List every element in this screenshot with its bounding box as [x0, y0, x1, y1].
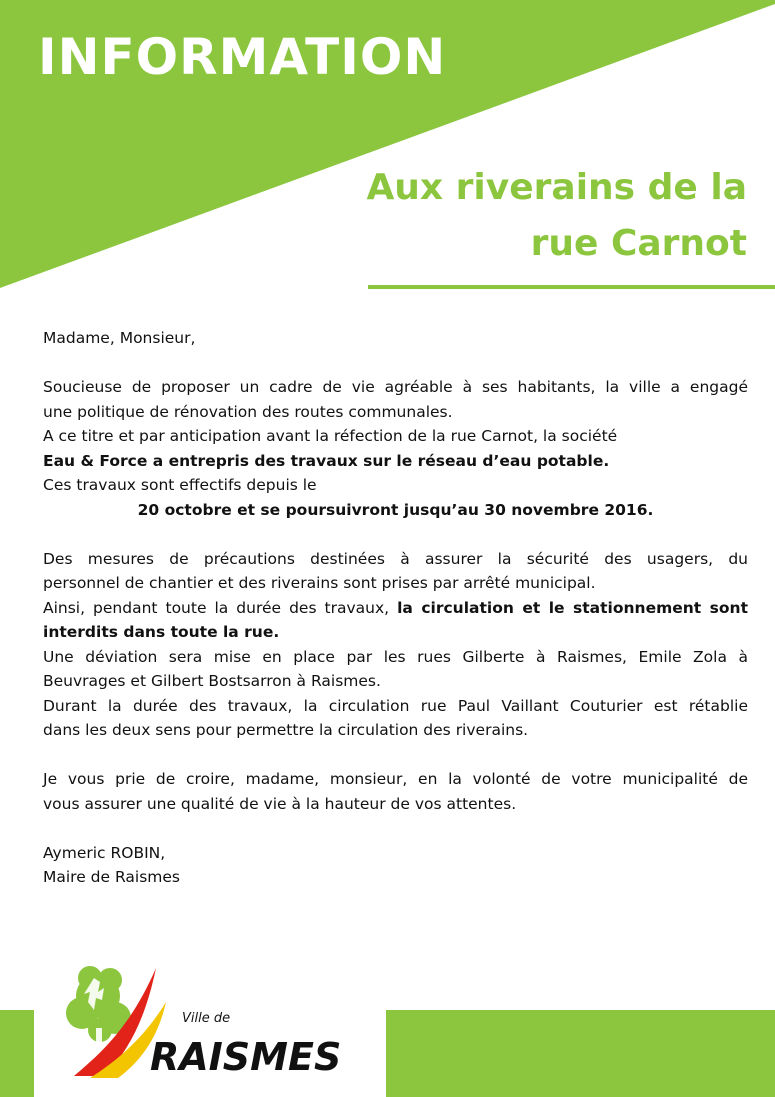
subtitle-line-1: Aux riverains de la	[366, 167, 747, 208]
logo-wordmark: RAISMES	[150, 1035, 342, 1079]
paragraph-2-line-5: Une déviation sera mise en place par les rues Gilberte à Raismes, Emile Zola à	[43, 647, 748, 666]
logo-ville-de: Ville de	[182, 1011, 231, 1026]
page-subtitle	[366, 160, 747, 272]
paragraph-1-line-3: A ce titre et par anticipation avant la réfection de la rue Carnot, la société	[43, 427, 618, 445]
letter-body	[43, 326, 748, 890]
paragraph-1-line-2: une politique de rénovation des routes communales.	[43, 402, 453, 421]
paragraph-3-line-1: Je vous prie de croire, madame, monsieur, en la volonté de votre municipalité de	[43, 770, 748, 788]
paragraph-1-line-6	[43, 498, 748, 523]
signature-name: Aymeric ROBIN,	[43, 843, 166, 862]
traffic-restriction: la circulation et le stationnement sont	[397, 598, 748, 617]
paragraph-2-line-7: Durant la durée des travaux, la circulation rue Paul Vaillant Couturier est rétablie	[43, 696, 748, 715]
page-heading: INFORMATION	[38, 28, 447, 86]
subtitle-divider	[368, 285, 775, 289]
traffic-restriction-end: interdits dans toute la rue.	[43, 623, 280, 641]
paragraph-3-line-2: vous assurer une qualité de vie à la hauteur de vos attentes.	[43, 794, 517, 813]
raismes-logo	[60, 958, 350, 1088]
salutation: Madame, Monsieur,	[43, 329, 196, 347]
paragraph-2-line-2: personnel de chantier et des riverains sont prises par arrêté municipal.	[43, 574, 596, 592]
paragraph-2-line-4	[43, 620, 748, 645]
paragraph-2-line-8: dans les deux sens pour permettre la circulation des riverains.	[43, 721, 529, 739]
paragraph-2-line-3	[43, 596, 748, 621]
contractor-statement: Eau & Force a entrepris des travaux sur le réseau d’eau potable.	[43, 451, 610, 470]
signature-title: Maire de Raismes	[43, 868, 180, 886]
subtitle-line-2: rue Carnot	[530, 223, 747, 264]
paragraph-2-line-6: Beuvrages et Gilbert Bostsarron à Raismes.	[43, 672, 381, 690]
paragraph-1-line-4	[43, 449, 748, 474]
paragraph-2-line-3-text: Ainsi, pendant toute la durée des travaux,	[43, 598, 398, 617]
works-dates: 20 octobre et se poursuivront jusqu’au 30 novembre 2016.	[137, 500, 654, 519]
paragraph-2-line-1: Des mesures de précautions destinées à assurer la sécurité des usagers, du	[43, 549, 748, 568]
paragraph-1-line-5: Ces travaux sont effectifs depuis le	[43, 476, 317, 494]
paragraph-1-line-1: Soucieuse de proposer un cadre de vie agréable à ses habitants, la ville a engagé	[43, 378, 748, 396]
